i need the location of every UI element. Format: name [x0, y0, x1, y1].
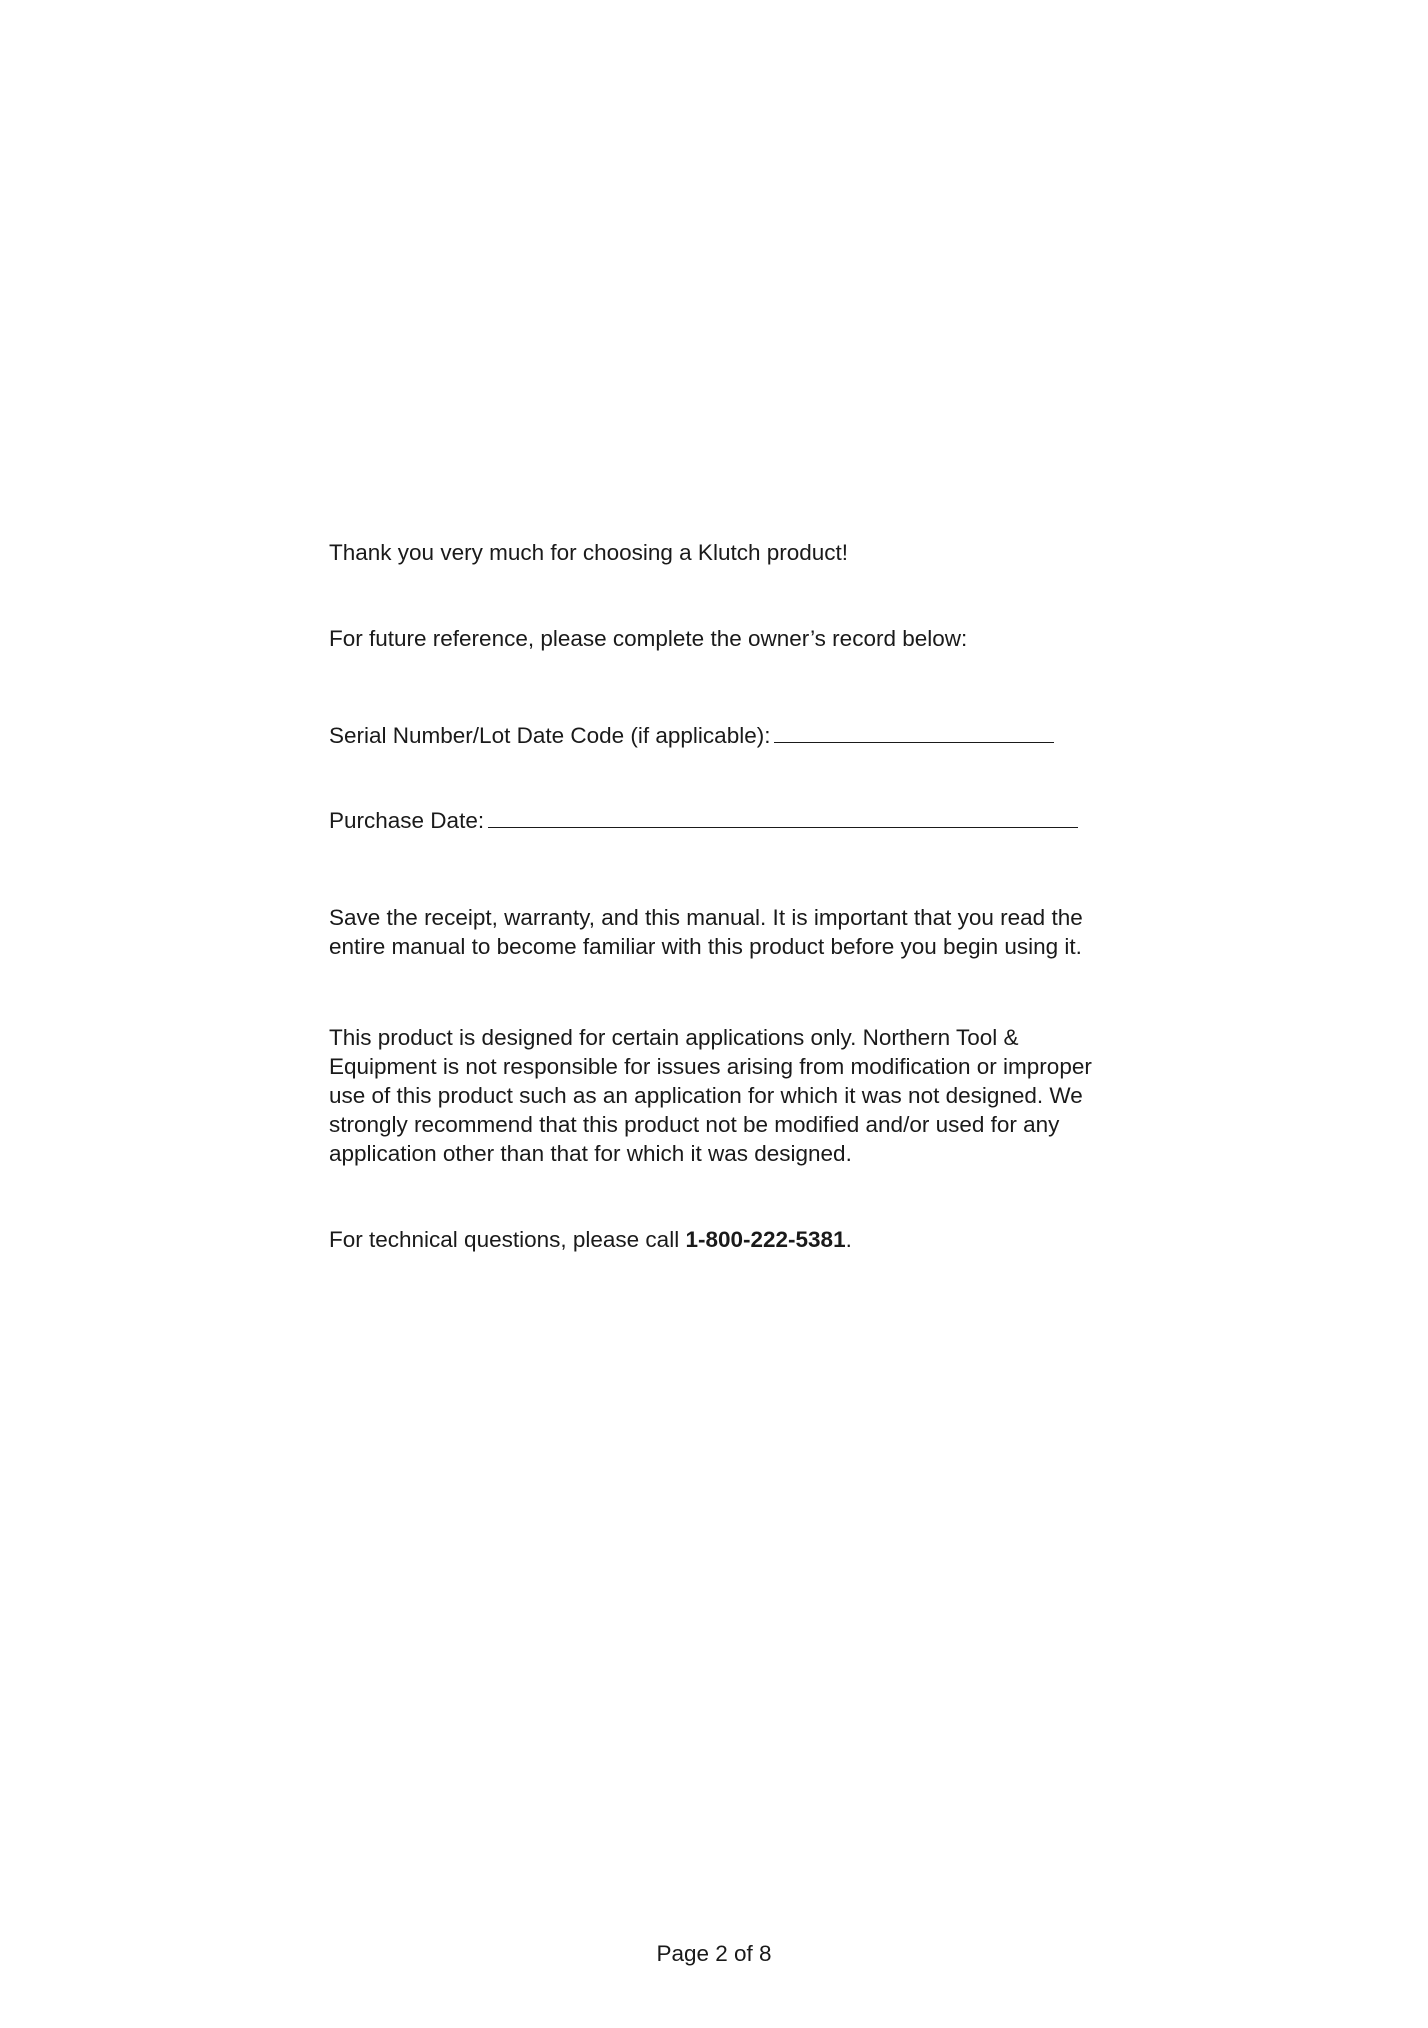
document-body [329, 538, 1119, 1254]
technical-questions-line [329, 1225, 1119, 1254]
design-notice-text: This product is designed for certain applications only. Northern Tool & Equipment is not responsible for issues arising from modification or improper use of this product such as an application for which it was not designed. We strongly recommend that this product not be modified and/or used for any application other than that for which it was designed. [329, 1025, 1092, 1166]
page-number-footer: Page 2 of 8 [656, 1941, 772, 1966]
technical-phone-number: 1-800-222-5381 [685, 1227, 846, 1252]
thank-you-text: Thank you very much for choosing a Klutch product! [329, 540, 849, 565]
future-reference-text: For future reference, please complete the owner’s record below: [329, 626, 968, 651]
technical-questions-prefix: For technical questions, please call [329, 1227, 686, 1252]
technical-questions-suffix: . [845, 1227, 852, 1252]
save-notice-text: Save the receipt, warranty, and this manual. It is important that you read the entire manual to become familiar with this product before you begin using it. [329, 905, 1083, 959]
purchase-date-label: Purchase Date: [329, 808, 485, 833]
serial-number-line [329, 720, 1119, 750]
purchase-date-line [329, 805, 1119, 835]
purchase-date-blank [488, 805, 1078, 828]
serial-number-blank [774, 720, 1054, 743]
serial-number-label: Serial Number/Lot Date Code (if applicable): [329, 723, 771, 748]
